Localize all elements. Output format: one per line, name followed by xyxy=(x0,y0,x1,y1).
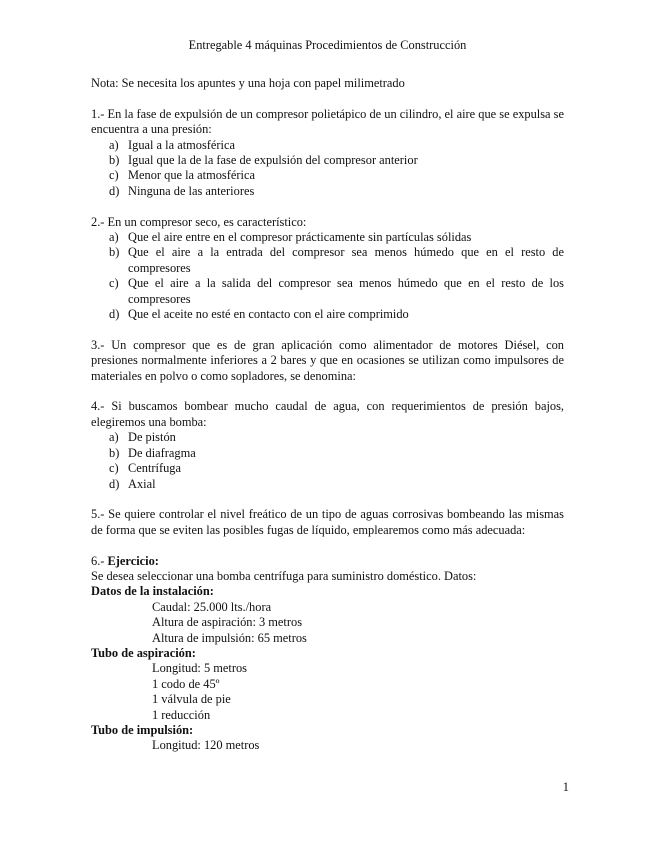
option-text: De pistón xyxy=(128,430,176,445)
discharge-pipe-heading: Tubo de impulsión: xyxy=(91,722,194,737)
exercise-section xyxy=(91,554,564,754)
option-item xyxy=(91,307,564,322)
option-text: Axial xyxy=(128,476,156,491)
option-item xyxy=(91,461,564,476)
option-letter: a) xyxy=(109,230,119,245)
option-text: Que el aire a la salida del compresor sea menos húmedo que en el resto de los compresores xyxy=(128,276,564,306)
option-text: Ninguna de las anteriores xyxy=(128,183,255,198)
option-item xyxy=(91,153,564,168)
question-text: 4.- Si buscamos bombear mucho caudal de agua, con requerimientos de presión bajos, elegiremos una bomba: xyxy=(91,399,564,429)
option-letter: b) xyxy=(109,245,120,260)
option-letter: a) xyxy=(109,430,119,445)
option-list xyxy=(91,430,564,492)
question-5 xyxy=(91,507,564,538)
option-letter: d) xyxy=(109,307,120,322)
question-text: 5.- Se quiere controlar el nivel freático de un tipo de aguas corrosivas bombeando las mismas de forma que se eviten las posibles fugas de líquido, emplearemos como más adecuada: xyxy=(91,507,564,537)
page-number: 1 xyxy=(562,780,569,794)
note: Nota: Se necesita los apuntes y una hoja con papel milimetrado xyxy=(91,76,405,90)
page-title: Entregable 4 máquinas Procedimientos de Construcción xyxy=(188,38,467,52)
data-item: Caudal: 25.000 lts./hora xyxy=(152,599,272,614)
question-text: 1.- En la fase de expulsión de un compresor polietápico de un cilindro, el aire que se expulsa se encuentra a una presión: xyxy=(91,106,564,137)
option-item xyxy=(91,276,564,307)
option-letter: c) xyxy=(109,276,119,291)
option-letter: c) xyxy=(109,168,119,183)
option-item xyxy=(91,184,564,199)
option-letter: b) xyxy=(109,445,120,460)
data-item: 1 codo de 45º xyxy=(152,676,220,691)
option-item xyxy=(91,138,564,153)
option-list xyxy=(91,230,564,322)
data-item: 1 reducción xyxy=(152,707,211,722)
option-list xyxy=(91,138,564,200)
installation-heading: Datos de la instalación: xyxy=(91,584,214,599)
option-text: Que el aire a la entrada del compresor sea menos húmedo que en el resto de compresores xyxy=(128,245,564,275)
option-text: Menor que la atmosférica xyxy=(128,168,255,183)
option-text: Igual a la atmosférica xyxy=(128,137,235,152)
data-item: Altura de impulsión: 65 metros xyxy=(152,630,307,645)
exercise-intro: Se desea seleccionar una bomba centrífuga para suministro doméstico. Datos: xyxy=(91,568,477,583)
data-item: Longitud: 120 metros xyxy=(152,738,260,753)
question-2 xyxy=(91,215,564,323)
suction-pipe-heading: Tubo de aspiración: xyxy=(91,645,196,660)
option-text: De diafragma xyxy=(128,445,196,460)
exercise-number: 6.- xyxy=(91,553,108,568)
question-3 xyxy=(91,338,564,384)
data-item: Altura de aspiración: 3 metros xyxy=(152,615,303,630)
option-letter: a) xyxy=(109,137,119,152)
option-letter: d) xyxy=(109,476,120,491)
option-text: Igual que la de la fase de expulsión del compresor anterior xyxy=(128,153,418,168)
option-item xyxy=(91,230,564,245)
document-body xyxy=(91,76,564,754)
question-text: 2.- En un compresor seco, es característico: xyxy=(91,214,307,229)
data-item: Longitud: 5 metros xyxy=(152,661,247,676)
option-text: Que el aceite no esté en contacto con el aire comprimido xyxy=(128,307,409,322)
option-item xyxy=(91,430,564,445)
option-item xyxy=(91,477,564,492)
option-text: Que el aire entre en el compresor prácticamente sin partículas sólidas xyxy=(128,230,472,245)
option-letter: d) xyxy=(109,183,120,198)
option-item xyxy=(91,446,564,461)
exercise-heading xyxy=(91,554,564,569)
data-item: 1 válvula de pie xyxy=(152,692,231,707)
option-letter: c) xyxy=(109,461,119,476)
question-text: 3.- Un compresor que es de gran aplicación como alimentador de motores Diésel, con presiones normalmente inferiores a 2 bares y que en ocasiones se utilizan como impulsores de materiales en polvo o como sopladores, se denomina: xyxy=(91,337,564,383)
exercise-label: Ejercicio: xyxy=(107,553,159,568)
option-item xyxy=(91,168,564,183)
option-item xyxy=(91,245,564,276)
option-letter: b) xyxy=(109,153,120,168)
option-text: Centrífuga xyxy=(128,461,181,476)
question-4 xyxy=(91,399,564,491)
question-1 xyxy=(91,107,564,199)
